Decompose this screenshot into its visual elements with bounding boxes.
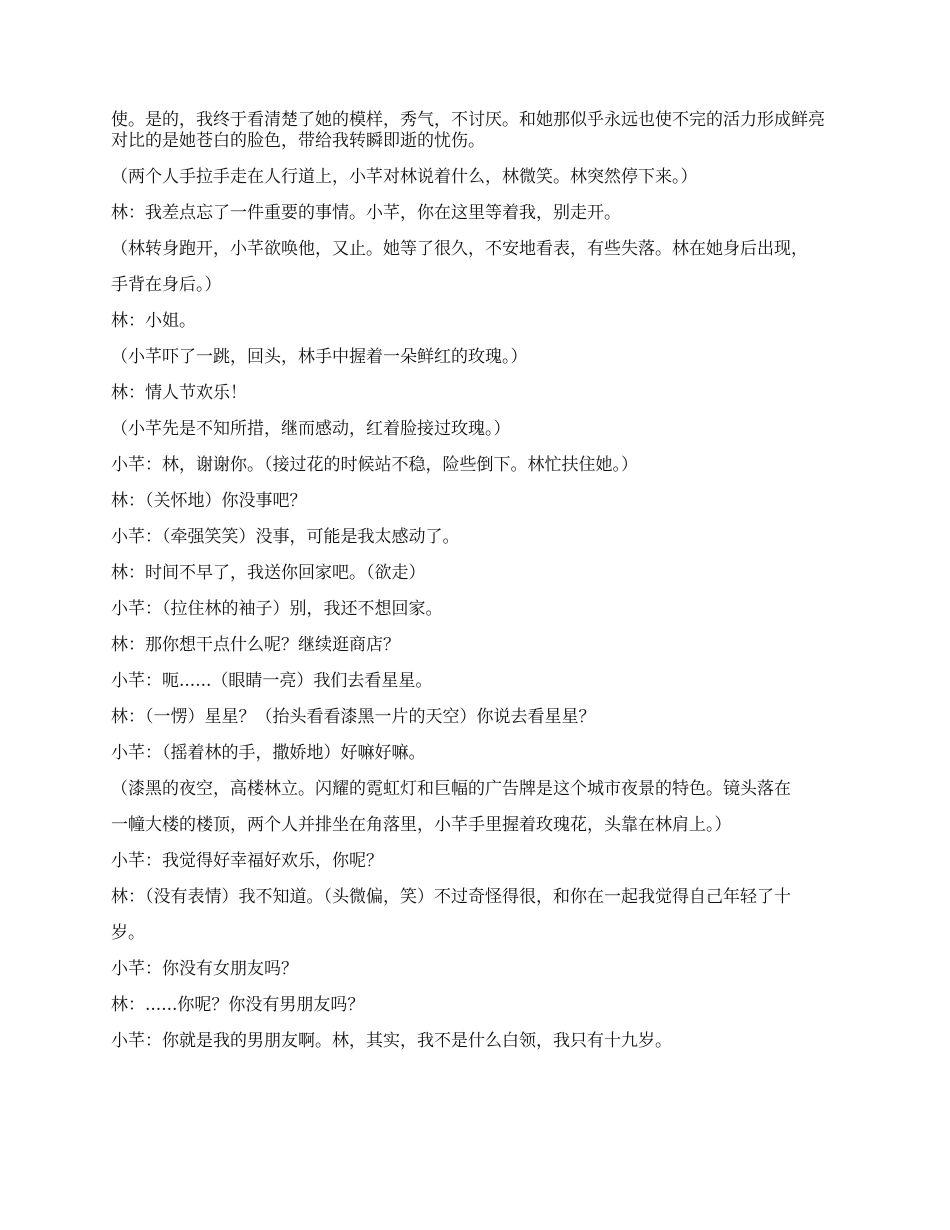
dialogue-line: 小芊：（拉住林的袖子）别，我还不想回家。 (111, 599, 443, 619)
dialogue-line: 小芊：我觉得好幸福好欢乐，你呢？ (111, 851, 383, 871)
dialogue-line: 林：那你想干点什么呢？继续逛商店？ (111, 635, 400, 655)
dialogue-line: 小芊：你就是我的男朋友啊。林，其实，我不是什么白领，我只有十九岁。 (111, 1031, 672, 1051)
stage-direction: （林转身跑开，小芊欲唤他，又止。她等了很久，不安地看表，有些失落。林在她身后出现， (111, 239, 808, 259)
dialogue-line: 林：小姐。 (111, 311, 196, 331)
stage-direction: （小芊吓了一跳，回头，林手中握着一朵鲜红的玫瑰。） (111, 347, 528, 367)
stage-direction: 手背在身后。） (111, 275, 222, 295)
dialogue-line: 小芊：（摇着林的手，撒娇地）好嘛好嘛。 (111, 743, 426, 763)
dialogue-line: 小芊：你没有女朋友吗？ (111, 959, 298, 979)
dialogue-line: 林：（没有表情）我不知道。（头微偏，笑）不过奇怪得很，和你在一起我觉得自己年轻了十 (111, 887, 791, 907)
dialogue-line: 林：......你呢？你没有男朋友吗？ (111, 995, 365, 1015)
stage-direction: （漆黑的夜空，高楼林立。闪耀的霓虹灯和巨幅的广告牌是这个城市夜景的特色。镜头落在 (111, 779, 791, 799)
dialogue-line: 林：（关怀地）你没事吧？ (111, 491, 307, 511)
dialogue-line: 林：情人节欢乐！ (111, 383, 247, 403)
dialogue-line: 小芊：林，谢谢你。（接过花的时候站不稳，险些倒下。林忙扶住她。） (111, 455, 638, 475)
stage-direction: 一幢大楼的楼顶，两个人并排坐在角落里，小芊手里握着玫瑰花，头靠在林肩上。） (111, 815, 732, 835)
dialogue-line: 林：时间不早了，我送你回家吧。（欲走） (111, 563, 426, 583)
stage-direction: （两个人手拉手走在人行道上，小芊对林说着什么，林微笑。林突然停下来。） (111, 167, 698, 187)
script-text-body (111, 110, 841, 1052)
dialogue-line: 林：（一愣）星星？（抬头看看漆黑一片的天空）你说去看星星？ (111, 707, 596, 727)
stage-direction: （小芊先是不知所措，继而感动，红着脸接过玫瑰。） (111, 419, 511, 439)
narration-paragraph: 使。是的，我终于看清楚了她的模样，秀气，不讨厌。和她那似乎永远也使不完的活力形成鲜亮对比的是她苍白的脸色，带给我转瞬即逝的忧伤。 (111, 110, 825, 151)
dialogue-line: 小芊：（牵强笑笑）没事，可能是我太感动了。 (111, 527, 460, 547)
dialogue-line: 岁。 (111, 923, 145, 943)
dialogue-line: 林：我差点忘了一件重要的事情。小芊，你在这里等着我，别走开。 (111, 203, 621, 223)
dialogue-line: 小芊：呃......（眼睛一亮）我们去看星星。 (111, 671, 433, 691)
